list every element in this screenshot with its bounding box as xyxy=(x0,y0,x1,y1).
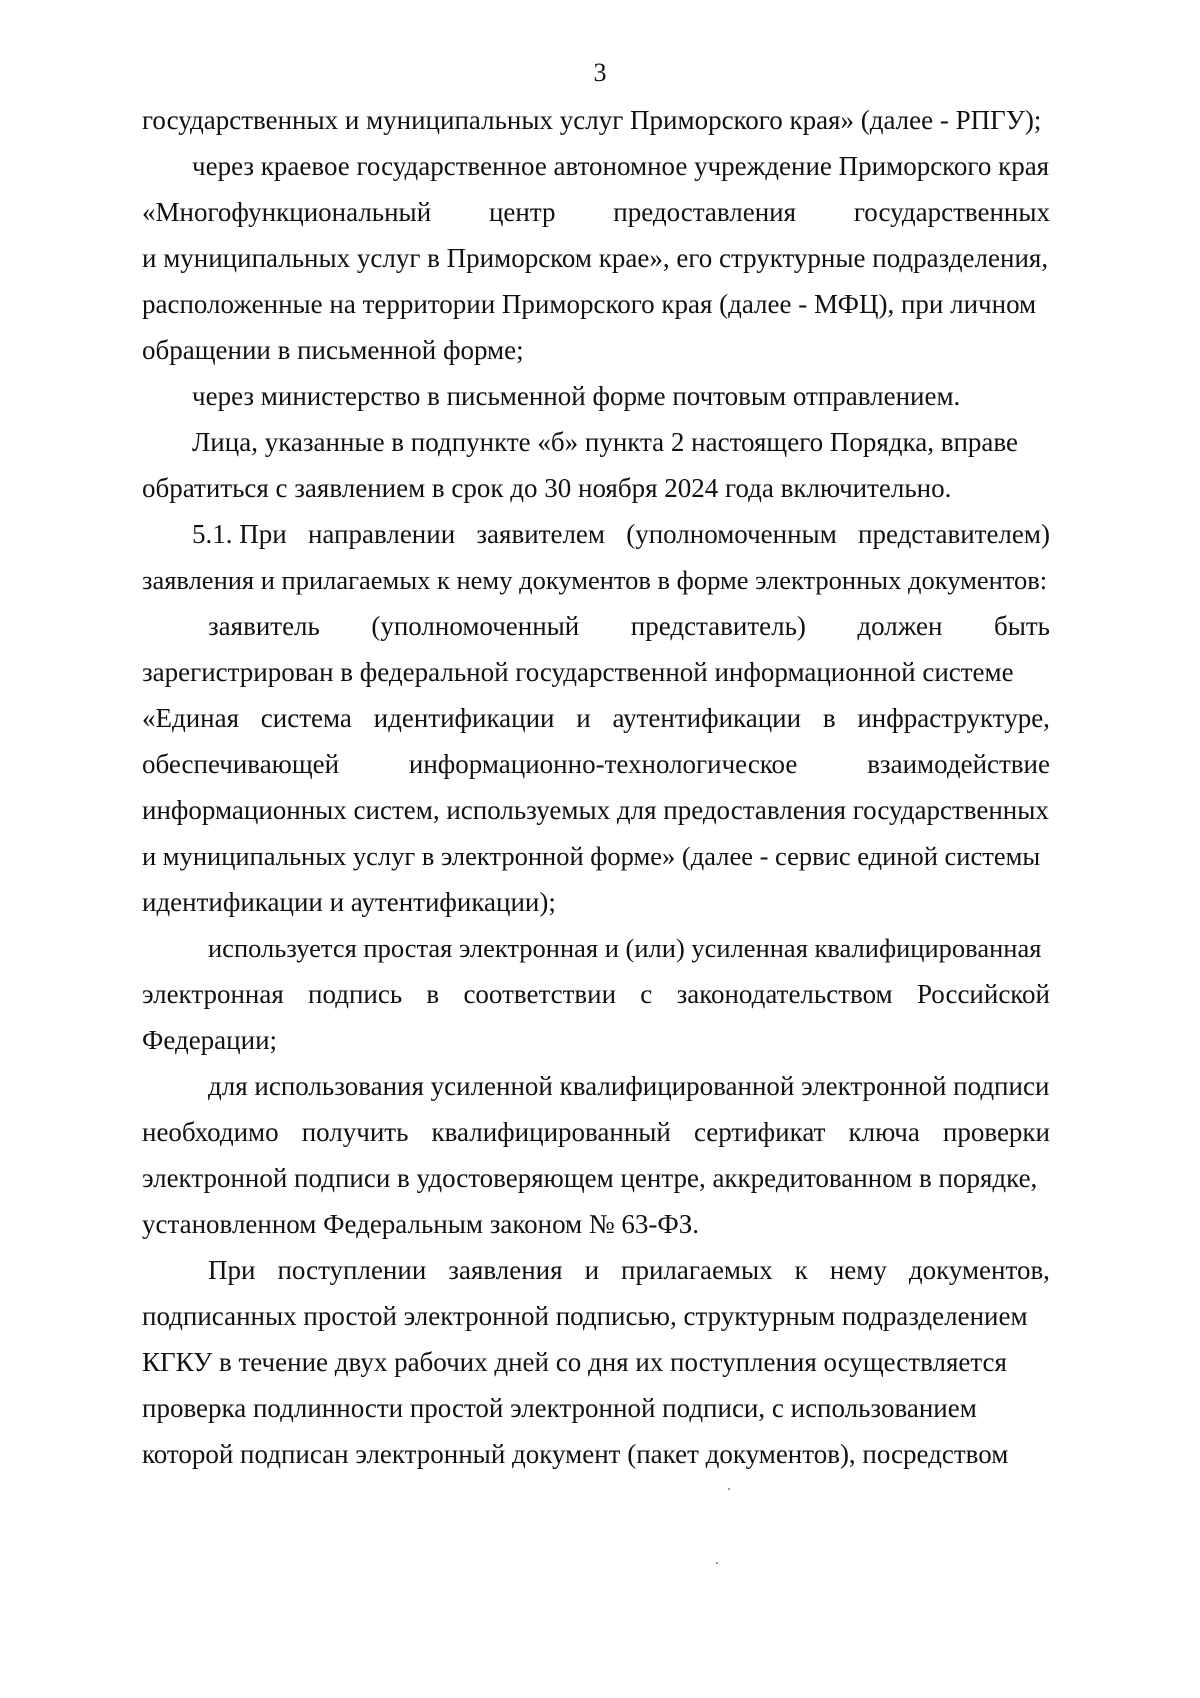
word: с xyxy=(640,979,653,1009)
text-line xyxy=(142,977,1050,1011)
word: нему xyxy=(829,1255,887,1285)
text-line xyxy=(208,1253,1050,1287)
text-line xyxy=(142,747,1050,781)
word: электронная xyxy=(142,979,284,1009)
word: (уполномоченным xyxy=(626,519,837,549)
text-line: расположенные на территории Приморского края (далее - МФЦ), при личном xyxy=(142,289,1037,319)
text-line: для использования усиленной квалифицированной электронной подписи xyxy=(208,1071,1050,1101)
text-line: Федерации; xyxy=(142,1025,278,1055)
text-line xyxy=(142,195,1050,229)
text-line: установленном Федеральным законом № 63-ФЗ. xyxy=(142,1209,700,1239)
word: необходимо xyxy=(142,1117,279,1147)
word: Российской xyxy=(916,979,1050,1009)
word: центр xyxy=(488,197,556,227)
word: прилагаемых xyxy=(621,1255,773,1285)
word: в xyxy=(426,979,440,1009)
word: проверки xyxy=(942,1117,1050,1147)
word: аутентификации xyxy=(612,703,802,733)
word: заявитель xyxy=(208,611,320,641)
word: соответствии xyxy=(463,979,617,1009)
text-line: которой подписан электронный документ (пакет документов), посредством xyxy=(142,1439,1009,1469)
word: 5.1. При xyxy=(192,519,287,549)
scan-speck xyxy=(716,1562,718,1564)
word: в xyxy=(822,703,836,733)
text-line xyxy=(142,1115,1050,1149)
word: государственных xyxy=(853,197,1050,227)
word: поступлении xyxy=(277,1255,427,1285)
text-line: и муниципальных услуг в Приморском крае», его структурные подразделения, xyxy=(142,243,1049,273)
word: взаимодействие xyxy=(867,749,1050,779)
text-line xyxy=(208,609,1050,643)
word: предоставления xyxy=(613,197,797,227)
text-line: обращении в письменной форме; xyxy=(142,335,524,365)
text-line: через министерство в письменной форме почтовым отправлением. xyxy=(192,381,961,411)
word: представитель) xyxy=(630,611,806,641)
text-line: информационных систем, используемых для предоставления государственных xyxy=(142,795,1049,825)
word: представителем) xyxy=(858,519,1050,549)
text-line: и муниципальных услуг в электронной форме» (далее - сервис единой системы xyxy=(142,841,1041,871)
text-line: зарегистрирован в федеральной государственной информационной системе xyxy=(142,657,1014,687)
word: и xyxy=(584,1255,600,1285)
word: При xyxy=(208,1255,256,1285)
word: идентификации xyxy=(373,703,555,733)
scan-speck xyxy=(728,1488,730,1490)
word: (уполномоченный xyxy=(371,611,580,641)
word: сертификат xyxy=(693,1117,826,1147)
text-line: используется простая электронная и (или) усиленная квалифицированная xyxy=(208,933,1042,963)
text-line: электронной подписи в удостоверяющем центре, аккредитованном в порядке, xyxy=(142,1163,1038,1193)
text-line: обратиться с заявлением в срок до 30 ноября 2024 года включительно. xyxy=(142,473,952,503)
text-line xyxy=(142,701,1050,735)
word: документов, xyxy=(908,1255,1050,1285)
word: информационно-технологическое xyxy=(408,749,798,779)
text-line: заявления и прилагаемых к нему документов в форме электронных документов: xyxy=(142,565,1048,595)
word: «Многофункциональный xyxy=(142,197,432,227)
text-line: государственных и муниципальных услуг Приморского края» (далее - РПГУ); xyxy=(142,105,1042,135)
page-number: 3 xyxy=(593,58,607,87)
text-line: идентификации и аутентификации); xyxy=(142,887,556,917)
word: ключа xyxy=(848,1117,920,1147)
word: к xyxy=(794,1255,808,1285)
text-line: проверка подлинности простой электронной подписи, с использованием xyxy=(142,1393,977,1423)
text-line: подписанных простой электронной подписью, структурным подразделением xyxy=(142,1301,1028,1331)
word: система xyxy=(260,703,352,733)
word: обеспечивающей xyxy=(142,749,340,779)
word: законодательством xyxy=(676,979,893,1009)
word: должен xyxy=(857,611,943,641)
text-line: Лица, указанные в подпункте «б» пункта 2 настоящего Порядка, вправе xyxy=(192,427,1018,457)
word: заявления xyxy=(448,1255,563,1285)
word: и xyxy=(576,703,591,733)
word: быть xyxy=(993,611,1050,641)
word: инфраструктуре, xyxy=(857,703,1050,733)
word: «Единая xyxy=(142,703,240,733)
text-line: через краевое государственное автономное учреждение Приморского края xyxy=(192,151,1050,181)
word: направлении xyxy=(307,519,456,549)
word: получить xyxy=(301,1117,409,1147)
text-line: КГКУ в течение двух рабочих дней со дня их поступления осуществляется xyxy=(142,1347,1007,1377)
word: заявителем xyxy=(476,519,605,549)
text-line xyxy=(192,517,1050,551)
word: подпись xyxy=(308,979,403,1009)
word: квалифицированный xyxy=(431,1117,671,1147)
